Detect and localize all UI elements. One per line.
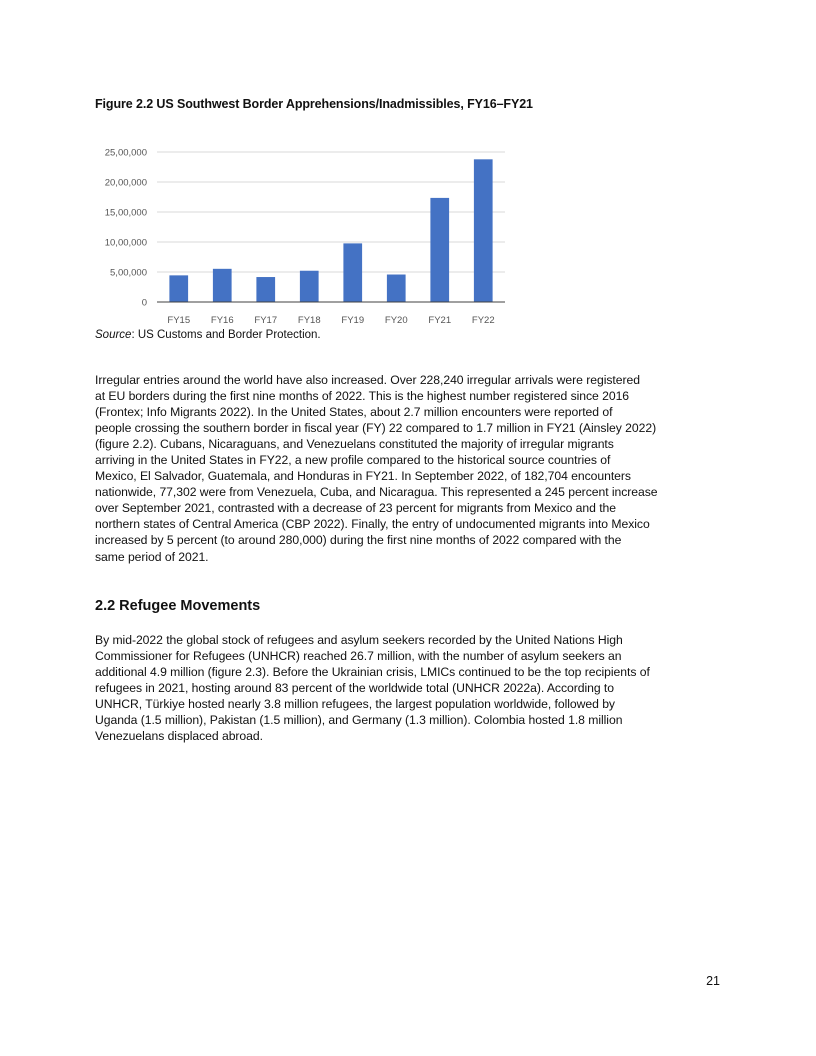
figure-title: Figure 2.2 US Southwest Border Apprehensions/Inadmissibles, FY16–FY21 <box>95 97 533 111</box>
chart-gridlines <box>157 152 505 272</box>
chart-x-tick-label: FY21 <box>428 315 452 326</box>
paragraph-line: Irregular entries around the world have also increased. Over 228,240 irregular arrivals were registered <box>95 373 640 387</box>
chart-y-axis <box>105 148 147 309</box>
source-label: Source <box>95 329 132 341</box>
paragraph-line: increased by 5 percent (to around 280,000) during the first nine months of 2022 compared with the <box>95 533 622 548</box>
chart-y-tick-label: 5,00,000 <box>110 267 147 279</box>
paragraph-line: people crossing the southern border in fiscal year (FY) 22 compared to 1.7 million in FY21 (Ainsley 2022) <box>95 421 657 436</box>
chart-x-tick-label: FY22 <box>471 315 495 326</box>
paragraph-line: By mid-2022 the global stock of refugees and asylum seekers recorded by the United Nations High <box>95 633 623 647</box>
chart-y-tick-label: 20,00,000 <box>104 177 147 189</box>
chart-y-tick-label: 0 <box>141 297 147 309</box>
paragraph-line: northern states of Central America (CBP 2022). Finally, the entry of undocumented migrants into Mexico <box>95 517 650 532</box>
chart-bar-fy18 <box>300 271 319 302</box>
section-heading: 2.2 Refugee Movements <box>95 598 261 614</box>
chart-y-tick-label: 25,00,000 <box>104 147 147 159</box>
figure-source <box>95 329 321 341</box>
chart-x-tick-label: FY20 <box>384 315 408 326</box>
paragraph-line: Venezuelans displaced abroad. <box>95 729 263 744</box>
chart-bar-fy19 <box>343 243 362 302</box>
chart-bars <box>169 159 492 302</box>
chart-bar-fy17 <box>256 277 275 302</box>
chart-bar-fy21 <box>430 198 449 302</box>
paragraph-line: over September 2021, contrasted with a decrease of 23 percent for migrants from Mexico and the <box>95 501 616 516</box>
chart-y-tick-label: 15,00,000 <box>104 207 147 219</box>
paragraph-line: UNHCR, Türkiye hosted nearly 3.8 million refugees, the largest population worldwide, followed by <box>95 697 615 712</box>
chart-bar-fy20 <box>387 275 406 302</box>
paragraph-line: at EU borders during the first nine months of 2022. This is the highest number registered since 2016 <box>95 389 630 404</box>
chart-bar-fy15 <box>169 275 188 302</box>
paragraph-line: additional 4.9 million (figure 2.3). Before the Ukrainian crisis, LMICs continued to be the top recipients of <box>95 665 650 680</box>
paragraph-line: (Frontex; Info Migrants 2022). In the United States, about 2.7 million encounters were reported of <box>95 405 613 420</box>
paragraph-line: Uganda (1.5 million), Pakistan (1.5 million), and Germany (1.3 million). Colombia hosted 1.8 million <box>95 713 623 728</box>
chart-x-axis <box>167 315 494 326</box>
paragraph-line: refugees in 2021, hosting around 83 percent of the worldwide total (UNHCR 2022a). According to <box>95 681 614 696</box>
paragraph-line: Mexico, El Salvador, Guatemala, and Honduras in FY21. In September 2022, of 182,704 encounters <box>95 469 631 484</box>
chart-y-tick-label: 10,00,000 <box>104 237 147 249</box>
chart-x-tick-label: FY17 <box>254 315 278 326</box>
chart-bar-fy16 <box>213 269 232 302</box>
chart-x-tick-label: FY16 <box>210 315 234 326</box>
paragraph-line: arriving in the United States in FY22, a new profile compared to the historical source countries of <box>95 453 611 468</box>
chart-x-tick-label: FY15 <box>167 315 191 326</box>
paragraph-line: (figure 2.2). Cubans, Nicaraguans, and Venezuelans constituted the majority of irregular migrants <box>95 437 614 452</box>
paragraph-line: nationwide, 77,302 were from Venezuela, Cuba, and Nicaragua. This represented a 245 percent increase <box>95 485 658 500</box>
body-paragraph-irregular-entries <box>95 372 658 565</box>
page-number: 21 <box>706 974 720 988</box>
bar-chart <box>95 140 515 330</box>
paragraph-line: Commissioner for Refugees (UNHCR) reached 26.7 million, with the number of asylum seekers an <box>95 649 622 664</box>
source-text: : US Customs and Border Protection. <box>131 329 321 341</box>
chart-x-tick-label: FY18 <box>297 315 321 326</box>
chart-x-tick-label: FY19 <box>341 315 365 326</box>
body-paragraph-refugee-movements <box>95 632 650 744</box>
chart-bar-fy22 <box>474 159 493 302</box>
paragraph-line: same period of 2021. <box>95 549 209 564</box>
